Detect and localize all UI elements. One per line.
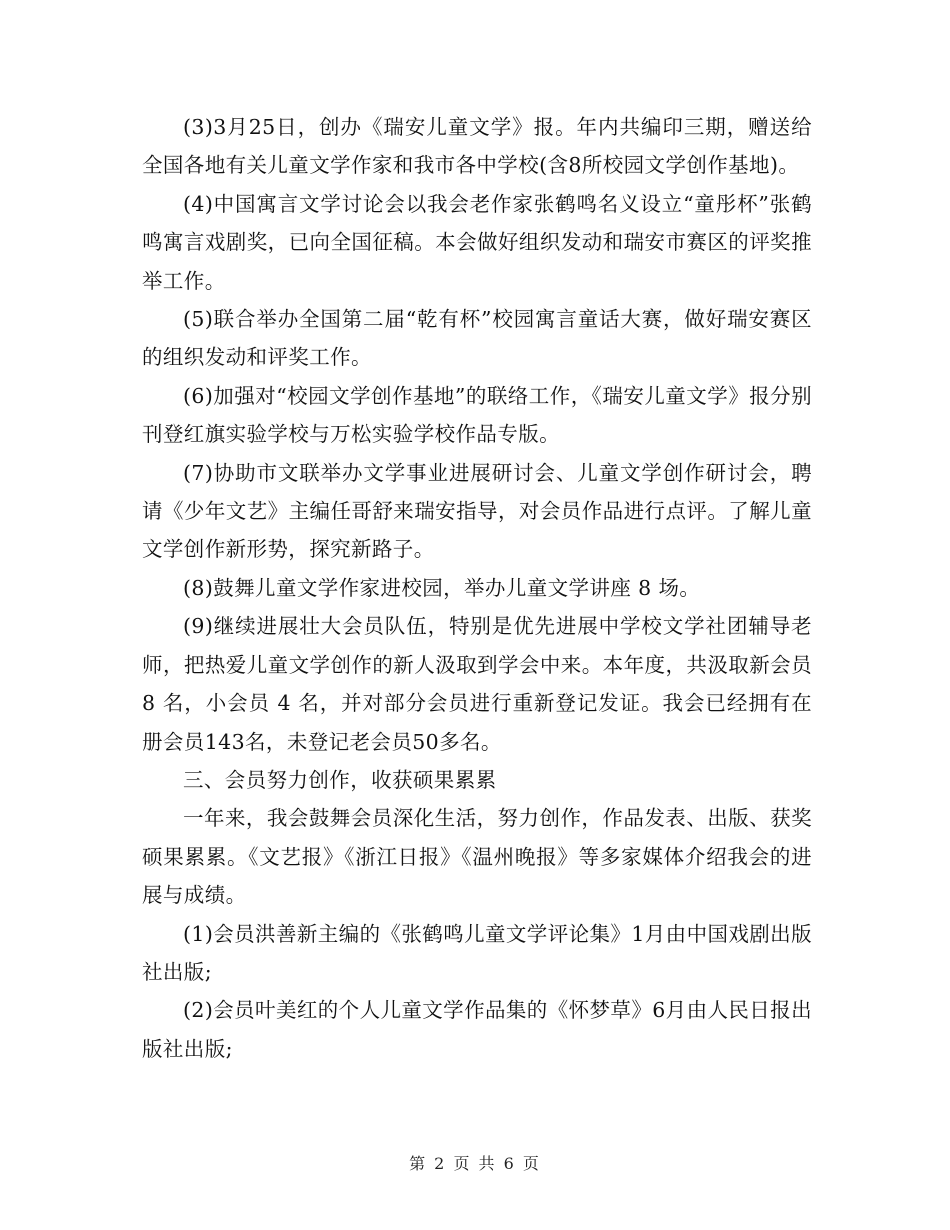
paragraph-item-7: (7)协助市文联举办文学事业进展研讨会、儿童文学创作研讨会，聘请《少年文艺》主编任哥舒来瑞安指导，对会员作品进行点评。了解儿童文学创作新形势，探究新路子。	[142, 460, 812, 562]
section-heading: 三、会员努力创作，收获硕果累累	[183, 767, 497, 792]
paragraph-item-8: (8)鼓舞儿童文学作家进校园，举办儿童文学讲座 8 场。	[183, 575, 701, 600]
paragraph-item-6: (6)加强对“校园文学创作基地”的联络工作，《瑞安儿童文学》报分别刊登红旗实验学校与万松实验学校作品专版。	[142, 383, 812, 447]
paragraph-item-3: (3)3月25日，创办《瑞安儿童文学》报。年内共编印三期，赠送给全国各地有关儿童文学作家和我市各中学校(含8所校园文学创作基地)。	[142, 115, 812, 178]
section-intro-paragraph: 一年来，我会鼓舞会员深化生活，努力创作，作品发表、出版、获奖硕果累累。《文艺报》《浙江日报》《温州晚报》等多家媒体介绍我会的进展与成绩。	[142, 806, 812, 908]
achievement-item-1: (1)会员洪善新主编的《张鹤鸣儿童文学评论集》1月由中国戏剧出版社出版;	[142, 921, 812, 984]
page-number-footer: 第 2 页 共 6 页	[409, 1154, 541, 1173]
paragraph-item-9: (9)继续进展壮大会员队伍，特别是优先进展中学校文学社团辅导老师，把热爱儿童文学创作的新人汲取到学会中来。本年度，共汲取新会员 8 名，小会员 4 名，并对部分会员进行重新登记发证。我会已经拥有在册会员143名，未登记老会员50多名。	[142, 614, 812, 754]
body-text	[142, 108, 812, 1068]
achievement-item-2: (2)会员叶美红的个人儿童文学作品集的《怀梦草》6月由人民日报出版社出版;	[142, 998, 812, 1061]
paragraph-item-5: (5)联合举办全国第二届“乾有杯”校园寓言童话大赛，做好瑞安赛区的组织发动和评奖工作。	[142, 307, 812, 370]
paragraph-item-4: (4)中国寓言文学讨论会以我会老作家张鹤鸣名义设立“童彤杯”张鹤鸣寓言戏剧奖，已向全国征稿。本会做好组织发动和瑞安市赛区的评奖推举工作。	[142, 191, 812, 293]
